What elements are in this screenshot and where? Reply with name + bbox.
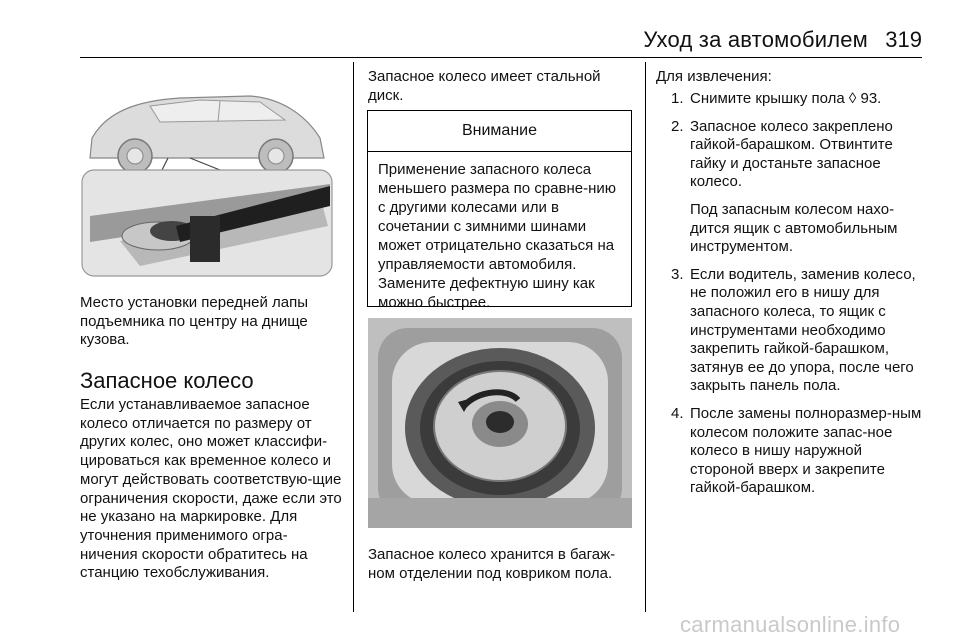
step-text: После замены полноразмер-ным колесом положите запас-ное колесо в нишу наружной стороной вверх и закрепите гайкой-барашком. (690, 404, 922, 497)
removal-intro: Для извлечения: (656, 68, 772, 85)
spare-wheel-photo (368, 318, 632, 528)
page-header (0, 0, 960, 56)
header-rule (80, 57, 922, 58)
list-item (650, 90, 930, 109)
list-item (650, 266, 930, 396)
notice-title: Внимание (368, 111, 631, 152)
section-title: Уход за автомобилем (643, 27, 868, 52)
steel-rim-intro: Запасное колесо имеет стальной диск. (368, 68, 601, 104)
step-number: 4. (671, 404, 684, 422)
step-text: Если водитель, заменив колесо, не положил его в нишу для запасного колеса, то ящик с инструментами необходимо закрепить гайкой-барашком, затянув ее до упора, после чего закрыть панель пола. (690, 265, 916, 395)
spare-wheel-body-text: Если устанавливаемое запасное колесо отличается по размеру от других колес, оно может классифи-цироваться как временное колесо и могут действовать соответствую-щие ограничения скорости, даже если это не указано на маркировке. Для уточнения применимого огра-ничения скорости обратитесь на станцию техобслуживания. (80, 396, 342, 582)
step-text: Снимите крышку пола ◊ 93. (690, 90, 882, 107)
column-divider-right (645, 62, 646, 612)
step-number: 2. (671, 117, 684, 135)
figure-caption-spare-wheel: Запасное колесо хранится в багаж-ном отделении под ковриком пола. (368, 546, 616, 582)
notice-body: Применение запасного колеса меньшего размера по сравне-нию с другими колесами или в сочетании с зимними шинами может отрицательно сказаться на управляемости автомобиля. Замените дефектную шину как можно быстрее. (378, 161, 617, 311)
column-divider-left (353, 62, 354, 612)
figure-caption-jack: Место установки передней лапы подъемника по центру на днище кузова. (80, 294, 309, 349)
step-number: 3. (671, 265, 684, 283)
watermark: carmanualsonline.info (680, 612, 901, 637)
section-heading-spare-wheel: Запасное колесо (80, 368, 254, 393)
step-subtext: Под запасным колесом нахо-дится ящик с автомобильным инструментом. (690, 200, 898, 256)
step-number: 1. (671, 90, 684, 107)
spare-wheel-drawing (368, 318, 632, 528)
removal-steps-list (650, 90, 930, 507)
page-number: 319 (885, 27, 922, 52)
list-item (650, 405, 930, 498)
car-jack-illustration (80, 66, 334, 278)
step-text: Запасное колесо закреплено гайкой-барашком. Отвинтите гайку и достаньте запасное колесо. (690, 117, 893, 191)
warning-notice (367, 110, 632, 311)
car-jack-drawing (80, 66, 334, 278)
list-item (650, 118, 930, 257)
